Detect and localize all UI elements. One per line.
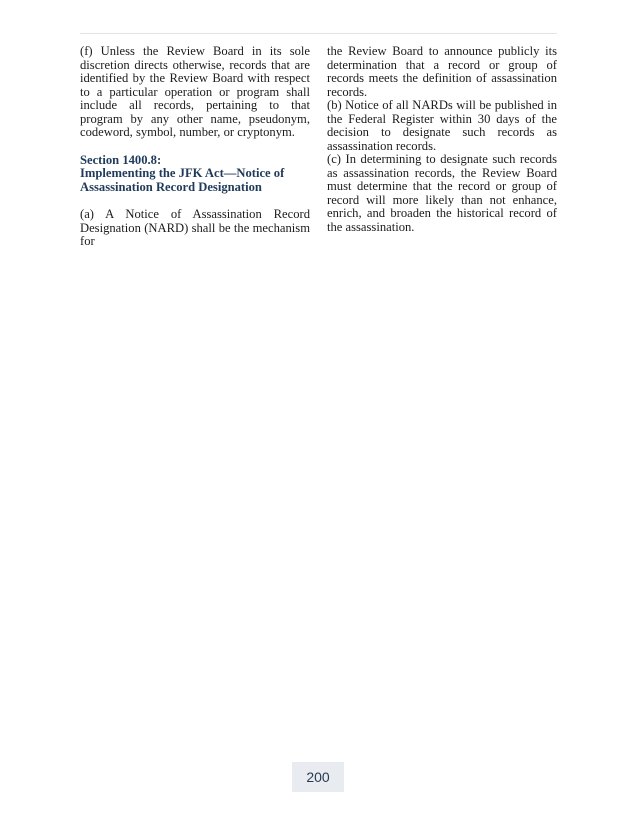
right-column bbox=[327, 45, 557, 234]
section-heading bbox=[80, 154, 310, 195]
section-title-line2: Assassination Record Designation bbox=[80, 179, 262, 194]
paragraph-f: (f) Unless the Review Board in its sole discretion directs otherwise, records that are identified by the Review Board with respect to a particular operation or program shall include all records, pertaining to that program by any other name, pseudonym, codeword, symbol, number, or cryptonym. bbox=[80, 44, 310, 139]
top-rule bbox=[80, 33, 557, 34]
section-number: Section 1400.8: bbox=[80, 152, 162, 167]
left-column bbox=[80, 45, 310, 249]
paragraph-a-continued: the Review Board to announce publicly its determination that a record or group of records meets the definition of assassination records. bbox=[327, 44, 557, 99]
page-number: 200 bbox=[292, 762, 344, 792]
paragraph-c: (c) In determining to designate such records as assassination records, the Review Board must determine that the record or group of record will more likely than not enhance, enrich, and broaden the historical record of the assassination. bbox=[327, 152, 557, 234]
paragraph-b: (b) Notice of all NARDs will be published in the Federal Register within 30 days of the decision to designate such records as assassination records. bbox=[327, 98, 557, 153]
paragraph-a: (a) A Notice of Assassination Record Designation (NARD) shall be the mechanism for bbox=[80, 207, 310, 248]
section-title-line1: Implementing the JFK Act—Notice of bbox=[80, 166, 285, 180]
